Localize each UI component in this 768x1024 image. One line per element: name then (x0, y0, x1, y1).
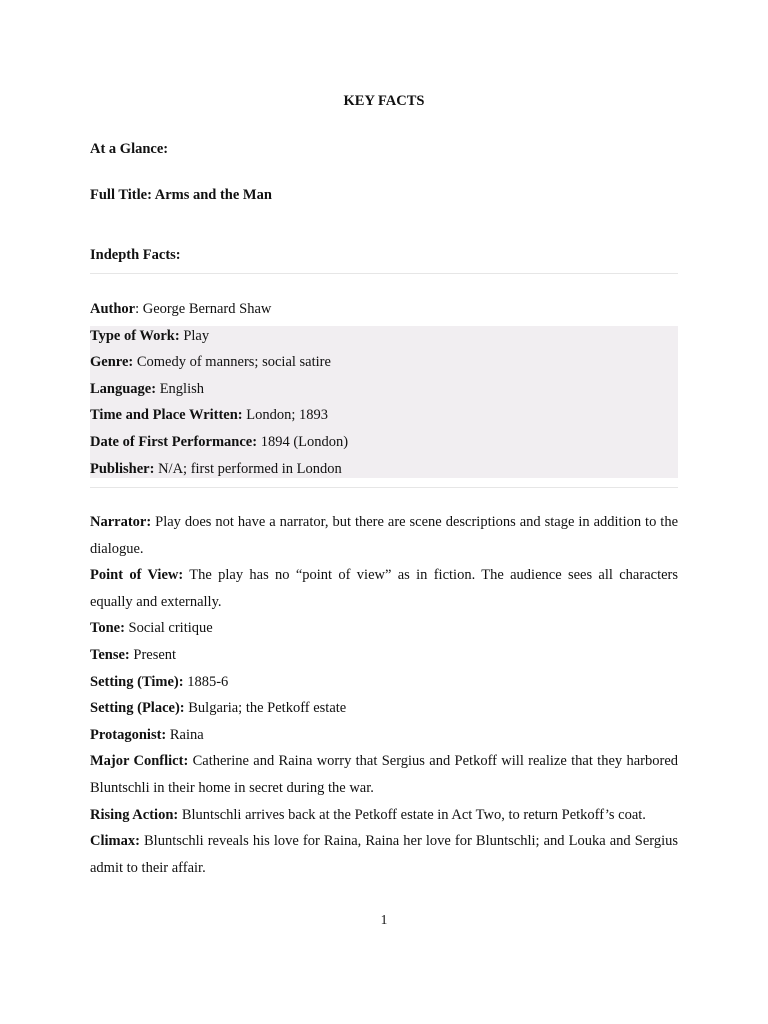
detail-paragraph (90, 509, 678, 562)
page-title: KEY FACTS (343, 93, 425, 109)
fact-value: London; 1893 (242, 407, 329, 423)
table-top-divider (90, 273, 678, 274)
detail-label: Tone: (90, 620, 125, 637)
detail-label: Rising Action: (90, 806, 179, 823)
detail-paragraph (90, 642, 678, 669)
fact-label: Publisher: (90, 461, 155, 477)
detail-paragraph (90, 669, 678, 696)
detail-paragraph (90, 828, 678, 881)
fact-label: Language: (90, 381, 157, 397)
detail-value: Bluntschli reveals his love for Raina, Raina her love for Bluntschli; and Louka and Sergius admit to their affair. (90, 833, 678, 876)
detail-paragraph (90, 802, 678, 829)
fact-label: Time and Place Written: (90, 407, 243, 423)
fact-value: : George Bernard Shaw (135, 301, 272, 317)
detail-value: 1885-6 (183, 673, 229, 690)
fact-label: Genre: (90, 354, 134, 370)
detail-label: Setting (Time): (90, 673, 184, 690)
detail-paragraph (90, 695, 678, 722)
fact-label: Author (90, 301, 136, 317)
detail-value: Social critique (124, 620, 213, 637)
fact-row (90, 433, 678, 451)
detail-value: Raina (166, 726, 204, 743)
fact-value: N/A; first performed in London (154, 461, 342, 477)
detail-label: Tense: (90, 646, 130, 663)
detail-paragraph (90, 722, 678, 749)
detail-value: Bluntschli arrives back at the Petkoff estate in Act Two, to return Petkoff’s coat. (178, 806, 646, 823)
fact-row (90, 380, 678, 398)
table-bottom-divider (90, 487, 678, 488)
fact-value: English (156, 381, 205, 397)
detail-paragraph (90, 615, 678, 642)
fact-row (90, 460, 678, 478)
fact-row (90, 300, 678, 318)
detail-paragraph (90, 748, 678, 801)
fact-label: Date of First Performance: (90, 434, 258, 450)
detail-label: Setting (Place): (90, 700, 185, 717)
fact-row (90, 406, 678, 424)
at-a-glance-heading: At a Glance: (90, 141, 169, 157)
detail-paragraph (90, 562, 678, 615)
full-title: Full Title: Arms and the Man (90, 187, 272, 203)
detail-value: Play does not have a narrator, but there are scene descriptions and stage in addition to the dialogue. (90, 514, 678, 557)
detail-value: Catherine and Raina worry that Sergius and Petkoff will realize that they harbored Bluntschli in their home in secret during the war. (90, 753, 679, 796)
detail-value: Present (129, 646, 177, 663)
page-number: 1 (380, 912, 388, 927)
fact-value: Comedy of manners; social satire (133, 354, 331, 370)
detail-label: Climax: (90, 833, 140, 850)
fact-value: 1894 (London) (257, 434, 349, 450)
detail-label: Protagonist: (90, 726, 167, 743)
facts-table-shading (90, 326, 678, 478)
fact-row (90, 327, 678, 345)
detail-value: The play has no “point of view” as in fiction. The audience sees all characters equally and externally. (90, 567, 679, 610)
indepth-heading: Indepth Facts: (90, 247, 181, 263)
fact-row (90, 353, 678, 371)
details-section (90, 509, 678, 881)
detail-label: Major Conflict: (90, 753, 189, 770)
fact-value: Play (179, 328, 210, 344)
fact-label: Type of Work: (90, 328, 180, 344)
detail-label: Narrator: (90, 514, 152, 530)
detail-value: Bulgaria; the Petkoff estate (184, 700, 347, 717)
detail-label: Point of View: (90, 567, 184, 584)
